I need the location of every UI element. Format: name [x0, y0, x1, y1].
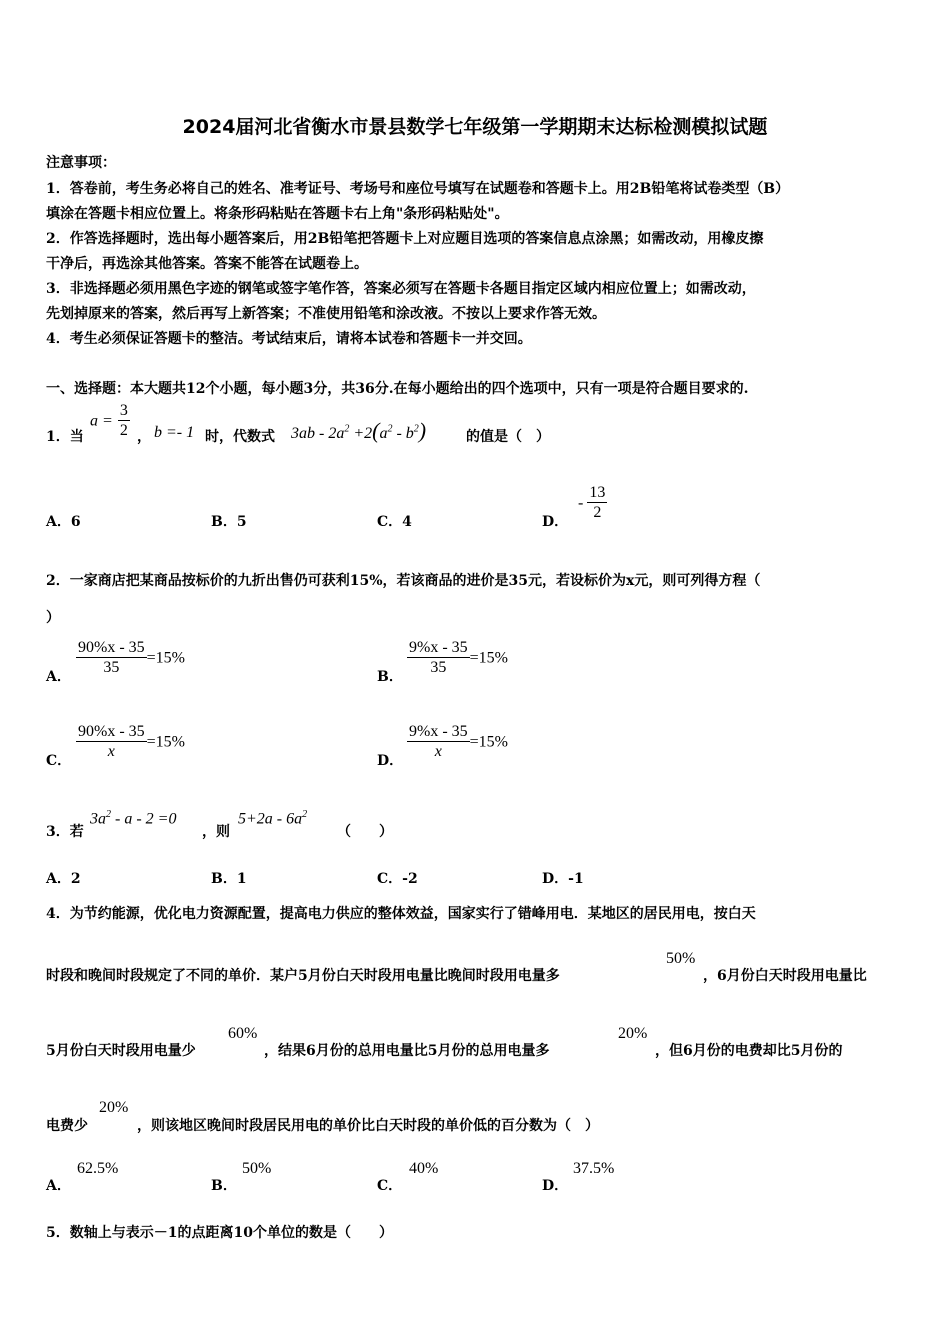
q4-option-b-label[interactable]: B．	[211, 1178, 237, 1194]
q2-option-b-label[interactable]: B．	[377, 669, 403, 685]
q5-text: 5．数轴上与表示－1的点距离10个单位的数是（ ）	[46, 1225, 393, 1241]
q4-option-a[interactable]: 62.5%	[77, 1160, 119, 1177]
q4-option-c-label[interactable]: C．	[377, 1178, 403, 1194]
note-line: 先划掉原来的答案，然后再写上新答案；不准使用铅笔和涂改液。不按以上要求作答无效。	[46, 306, 606, 322]
q4-pct-2: 60%	[228, 1025, 258, 1042]
q1-b-value: b =- 1	[154, 424, 195, 441]
q4-line2a: 时段和晚间时段规定了不同的单价．某户5月份白天时段用电量比晚间时段用电量多	[46, 968, 560, 984]
q4-option-d-label[interactable]: D．	[542, 1178, 569, 1194]
q1-mid: 时，代数式	[205, 429, 275, 445]
q1-a-value: a = $\frac{3}{2}$	[90, 402, 128, 439]
q4-option-d[interactable]: 37.5%	[573, 1160, 615, 1177]
note-line: 填涂在答题卡相应位置上。将条形码粘贴在答题卡右上角"条形码粘贴处"。	[46, 206, 509, 222]
q1-expression: $3ab - 2a^2 +2(a^2 - b^2)$	[291, 418, 427, 443]
q4-line3a: 5月份白天时段用电量少	[46, 1043, 196, 1059]
q4-pct-3: 20%	[618, 1025, 648, 1042]
q4-line4a: 电费少	[46, 1118, 88, 1134]
q3-expression: $5+2a - 6a^2$	[238, 809, 308, 828]
q4-line3c: ，但6月份的电费却比5月份的	[655, 1043, 843, 1059]
q4-option-c[interactable]: 40%	[409, 1160, 439, 1177]
q4-line1: 4．为节约能源，优化电力资源配置，提高电力供应的整体效益，国家实行了错峰用电．某地区的居民用电，按白天	[46, 906, 756, 922]
q1-option-c[interactable]: C．4	[377, 514, 412, 530]
q2-line1: 2．一家商店把某商品按标价的九折出售仍可获利15%，若该商品的进价是35元，若设标价为x元，则可列得方程（	[46, 573, 761, 589]
q4-option-b[interactable]: 50%	[242, 1160, 272, 1177]
note-line: 干净后，再选涂其他答案。答案不能答在试题卷上。	[46, 256, 368, 272]
q4-pct-1: 50%	[666, 950, 696, 967]
q3-option-c[interactable]: C．-2	[377, 871, 418, 887]
note-line: 4．考生必须保证答题卡的整洁。考试结束后，请将本试卷和答题卡一并交回。	[46, 331, 532, 347]
q2-option-d-label[interactable]: D．	[377, 753, 404, 769]
note-line: 3．非选择题必须用黑色字迹的钢笔或签字笔作答，答案必须写在答题卡各题目指定区域内相应位置上；如需改动，	[46, 281, 756, 297]
q2-option-a[interactable]: $\frac{90\%x - 35}{35}$ =15%	[78, 639, 186, 676]
notes-heading: 注意事项：	[46, 155, 116, 171]
q2-option-c[interactable]: $\frac{90\%x - 35}{x}$ =15%	[78, 723, 186, 760]
q2-option-c-label[interactable]: C．	[46, 753, 72, 769]
q1-option-d-value: - $\frac{13}{2}$	[578, 484, 606, 521]
q1-comma: ，	[137, 429, 151, 445]
q1-option-d[interactable]: D．	[542, 514, 569, 530]
q3-option-b[interactable]: B．1	[211, 871, 247, 887]
q4-pct-4: 20%	[99, 1099, 129, 1116]
q4-option-a-label[interactable]: A．	[46, 1178, 71, 1194]
q2-option-a-label[interactable]: A．	[46, 669, 71, 685]
q3-prefix: 3．若	[46, 824, 84, 840]
q3-option-d[interactable]: D．-1	[542, 871, 584, 887]
q4-line2b: ，6月份白天时段用电量比	[703, 968, 867, 984]
note-line: 2．作答选择题时，选出每小题答案后，用2B铅笔把答题卡上对应题目选项的答案信息点涂黑；如需改动，用橡皮擦	[46, 231, 764, 247]
note-line: 1．答卷前，考生务必将自己的姓名、准考证号、考场号和座位号填写在试题卷和答题卡上。用2B铅笔将试卷类型（B）	[46, 181, 790, 197]
page-title: 2024届河北省衡水市景县数学七年级第一学期期末达标检测模拟试题	[182, 116, 768, 138]
q3-option-a[interactable]: A．2	[46, 871, 81, 887]
q3-mid: ，则	[202, 824, 230, 840]
q4-line4b: ，则该地区晚间时段居民用电的单价比白天时段的单价低的百分数为（ ）	[137, 1118, 599, 1134]
q1-option-a[interactable]: A．6	[46, 514, 81, 530]
q3-equation: $3a^2 - a - 2 =0$	[90, 809, 177, 828]
q1-option-b[interactable]: B．5	[211, 514, 247, 530]
section-heading: 一、选择题：本大题共12个小题，每小题3分，共36分.在每小题给出的四个选项中，只有一项是符合题目要求的.	[46, 381, 749, 397]
q1-prefix: 1．当	[46, 429, 84, 445]
q2-line2: ）	[46, 610, 60, 626]
q3-end: （ ）	[337, 824, 393, 840]
q2-option-b[interactable]: $\frac{9\%x - 35}{35}$ =15%	[409, 639, 509, 676]
q2-option-d[interactable]: $\frac{9\%x - 35}{x}$ =15%	[409, 723, 509, 760]
q1-end: 的值是（ ）	[466, 429, 550, 445]
q4-line3b: ，结果6月份的总用电量比5月份的总用电量多	[264, 1043, 550, 1059]
